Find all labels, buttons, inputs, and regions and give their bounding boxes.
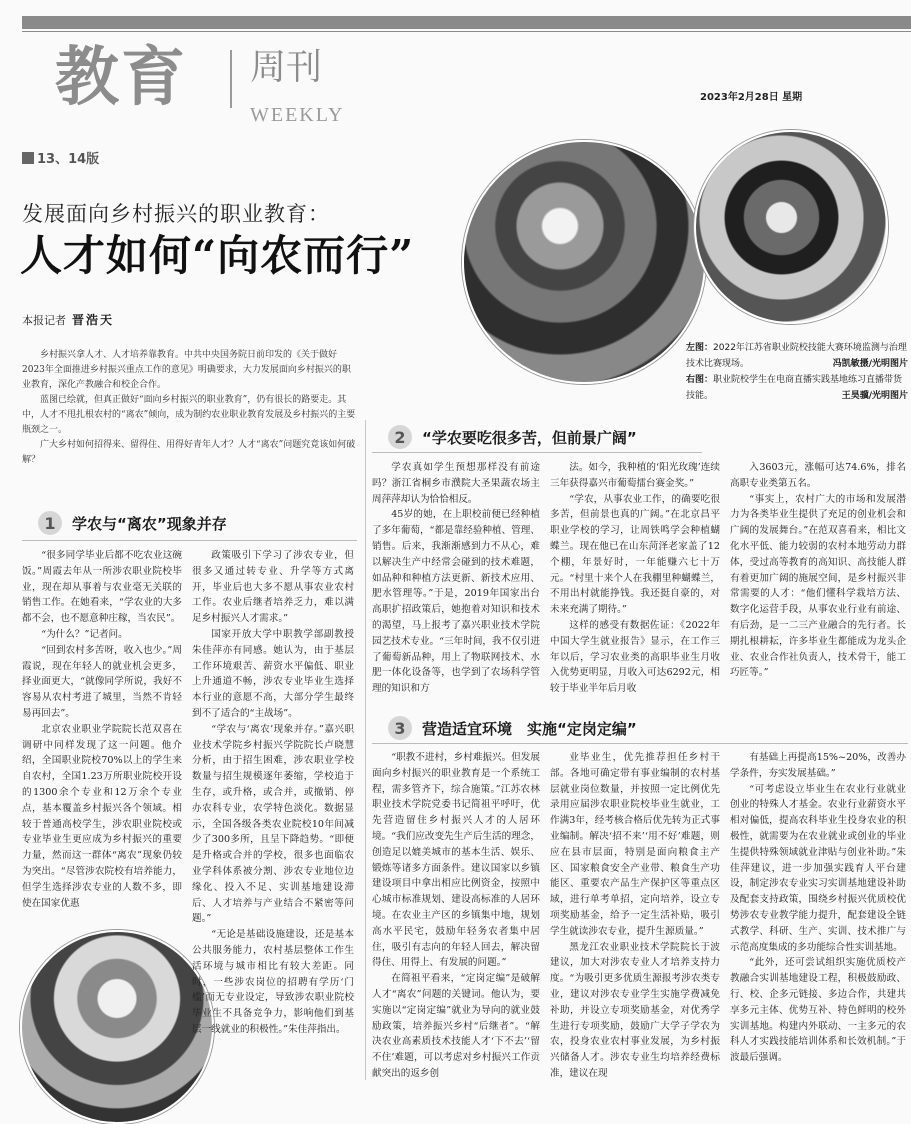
section-2-column-2 (550, 460, 720, 695)
section-number: 3 (388, 716, 412, 740)
section-3-column-1 (372, 750, 540, 1080)
lead-paragraph: 广大乡村如何招得来、留得住、用得好青年人才？人才“离农”问题究竟该如何破解？ (22, 440, 356, 465)
section-1-column-2 (192, 548, 354, 1078)
section-2-column-1 (372, 460, 540, 695)
photo-environment-competition (462, 140, 706, 384)
paragraph: 在简祖平看来，“定岗定编”是破解人才“离农”问题的关键词。他认为，要实施以“定岗定编”就业为导向的就业鼓励政策，培养振兴乡村“后继者”。“解决农业高素质技术技能人才‘下不去’‘留不住’难题，可以考虑对乡村振兴工作贡献突出的返乡创 (372, 973, 540, 1079)
section-number: 2 (388, 425, 412, 449)
section-number: 1 (38, 511, 62, 535)
paragraph: 国家开放大学中职教学部副教授朱佳萍亦有同感。她认为，由于基层工作环境艰苦、薪资水平偏低、职业上升通道不畅，涉农专业毕业生选择本行业的意愿不高，大部分学生最终到不了适合的“主战场”。 (192, 628, 354, 719)
section-3-rule (372, 743, 908, 744)
lead-paragraph: 乡村振兴拿人才、人才培养靠教育。中共中央国务院日前印发的《关于做好2023年全面推进乡村振兴重点工作的意见》明确要求，大力发展面向乡村振兴的职业教育，深化产教融合和校企合作。 (22, 350, 351, 390)
paragraph: “学农，从事农业工作，的确要吃很多苦，但前景也真的广阔。”在北京昌平职业学校的学习，让周铁鸣学会种植蝴蝶兰。现在他已在山东菏泽老家盖了12个棚，年景好时，一年能赚六七十万元。“村里十来个人在我棚里种蝴蝶兰，不用出村就能挣钱。我还挺自豪的，对未来充满了期待。” (550, 493, 720, 616)
section-title: 学农与“离农”现象并存 (72, 514, 227, 533)
paragraph: “学农与‘离农’现象并存。”嘉兴职业技术学院乡村振兴学院院长卢晓慧分析，由于招生困难，涉农职业学校数量与招生规模逐年萎缩，学校追于生存，或升格，或合并，或撤销、停办农科专业，农学特色淡化。数据显示，全国各级各类农业院校10年间减少了300多所，且呈下降趋势。“即便是升格或合并的学校，很多也面临农业学科体系被分割、涉农专业地位边缘化、投入不足、实训基地建设滞后、人才培养与产业结合不紧密等问题。” (192, 723, 354, 925)
byline-label: 本报记者 (22, 314, 66, 327)
section-1-heading (38, 511, 227, 535)
section-3-column-2 (550, 750, 720, 1080)
masthead-weekly: WEEKLY (250, 104, 345, 126)
section-1-rule (22, 540, 357, 541)
caption-left-credit: 冯凯敏摄/光明图片 (832, 359, 908, 369)
paragraph: 业毕业生，优先推荐担任乡村干部。各地可确定带有事业编制的农村基层就业岗位数量，并按照一定比例优先录用应届涉农职业院校毕业生就业，工作满3年，经考核合格后优先转为正式事业编制。解决‘招不来’‘用不好’难题，则应在县市层面，特别是面向粮食主产区、国家粮食安全产业带、粮食生产功能区、重要农产品生产保护区等重点区域，进行单考单招，定向培养，设立专项奖励基金，给予一定生活补贴，吸引学生就读涉农专业，提升生源质量。” (550, 752, 720, 937)
paragraph: “可考虑设立毕业生在农业行业就业创业的特殊人才基金。农业行业薪资水平相对偏低，提高农科毕业生投身农业的积极性，就需要为在农业就业或创业的毕业生提供特殊领域就业津贴与创业补助。”朱佳萍建议，进一步加强实践育人平台建设，制定涉农专业实习实训基地建设补助及配套支持政策，围绕乡村振兴优质校优势涉农专业教学能力提升，配套建设全链式教学、科研、生产、实训、技术推广与示范高度集成的多功能综合性实训基地。 (730, 783, 906, 953)
section-2-heading (388, 425, 637, 449)
paragraph: “回到农村多苦呀，收入也少。”周霞说，现在年轻人的就业机会更多，择业面更大，“就像同学所说，我好不容易从农村考进了城里，当然不肯轻易再回去”。 (22, 644, 182, 719)
paragraph: 学农真如学生预想那样没有前途吗？浙江省桐乡市濮院大圣果蔬农场主周萍萍却认为恰恰相反。 (372, 462, 540, 505)
photo-live-streaming (694, 130, 888, 324)
caption-right: 右图：职业院校学生在电商直播实践基地练习直播带货技能。 王昊骥/光明图片 (686, 372, 908, 404)
section-1-column-1 (22, 548, 182, 930)
paragraph: “无论是基础设施建设，还是基本公共服务能力，农村基层整体工作生活环境与城市相比有较大差距。同时，一些涉农岗位的招聘有学历‘门槛’而无专业设定，导致涉农职业院校毕业生不具备竞争力，影响他们到基层一线就业的积极性。”朱佳萍指出。 (192, 929, 354, 1035)
edition-label: 13、14版 (22, 148, 99, 167)
lead-paragraph: 蓝图已绘就，但真正做好“面向乡村振兴的职业教育”，仍有很长的路要走。其中，人才不甩扎根农村的“离农”倾向，成为制约农业职业教育发展及乡村振兴的主要瓶颈之一。 (22, 395, 356, 435)
caption-left: 左图：2022年江苏省职业院校技能大赛环境监测与治理技术比赛现场。 冯凯敏摄/光明图片 (686, 340, 908, 372)
paragraph: “此外，还可尝试组织实施优质校产教融合实训基地建设工程，积极鼓励政、行、校、企多元链接、多边合作，共建共享多元主体、优势互补、特色鲜明的校外实训基地。构建内外联动、一主多元的农科人才实践技能培训体系和长效机制。”于波最后强调。 (730, 957, 906, 1064)
photo-lab-student (20, 930, 214, 1124)
paragraph: “为什么？”记者问。 (41, 628, 128, 640)
paragraph: 黑龙江农业职业技术学院院长于波建议，加大对涉农专业人才培养支持力度。“为吸引更多优质生源报考涉农类专业，建议对涉农专业学生实施学费减免补助，并设立专项奖励基金，对优秀学生进行专项奖励，鼓励广大学子学农为农，投身农业农村事业发展，为乡村振兴储备人才。涉农专业生均培养经费标准，建议在现 (550, 941, 720, 1079)
masthead-subtitle: 周刊 (250, 47, 323, 88)
section-2-rule (372, 452, 702, 453)
section-title: “学农要吃很多苦，但前景广阔” (422, 428, 637, 447)
article-headline: 人才如何“向农而行” (20, 231, 415, 280)
paragraph: 入3603元，涨幅可达74.6%，排名高职专业类第五名。 (730, 462, 906, 489)
paragraph: “事实上，农村广大的市场和发展潜力为各类毕业生提供了充足的创业机会和广阔的发展舞台。”在范双喜看来，相比文化水平低、能力较弱的农村本地劳动力群体，受过高等教育的高知识、高技能人群有着更加广阔的施展空间，是乡村振兴非常需要的人才：“他们懂科学栽培方法、数字化运营手段，从事农业行业有前途、有后劲，是一二三产业融合的先行者。长期扎根耕耘，许多毕业生都能成为龙头企业、农业合作社负责人，技术骨干，能工巧匠等。” (730, 493, 906, 679)
section-3-heading (388, 716, 637, 740)
masthead-title: 教育 (55, 40, 187, 115)
section-3-column-3 (730, 750, 906, 1080)
top-bar (22, 16, 911, 29)
paragraph: “很多同学毕业后都不吃农业这碗饭。”周霞去年从一所涉农职业院校毕业，现在却从事着与农业毫无关联的销售工作。在她看来，“学农业的大多都不会，也不愿意种庄稼，当农民”。 (22, 550, 182, 625)
paragraph: 这样的感受有数据佐证：《2022年中国大学生就业报告》显示，在工作三年以后，学习农业类的高职毕业生月收入优势更明显，月收入可达6292元，相较于毕业半年后月收 (550, 619, 720, 695)
byline-name: 晋浩天 (72, 313, 115, 327)
article-lead (22, 348, 357, 468)
issue-date: 2023年2月28日 星期 (700, 92, 803, 103)
paragraph: 政策吸引下学习了涉农专业，但很多又通过转专业、升学等方式离开，毕业后也大多不愿从事农业农村工作。农业后继者培养乏力，难以满足乡村振兴人才需求。” (192, 550, 354, 625)
paragraph: 法。如今，我种植的‘阳光玫瑰’连续三年获得嘉兴市葡萄擂台赛金奖。” (550, 462, 720, 489)
article-kicker: 发展面向乡村振兴的职业教育： (22, 202, 330, 226)
paragraph: “职教不进村，乡村难振兴。但发展面向乡村振兴的职业教育是一个系统工程，需多管齐下，综合施策。”江苏农林职业技术学院党委书记简祖平呼吁，优先营造留住乡村振兴人才的人居环境。“我们应改变先生产后生活的理念，创造足以媲美城市的基本生活、娱乐、锻炼等诸多方面条件。建议国家以乡镇建设项目中拿出相应比例资金，按照中心城市标准规划、建设高标准的人居环境。在农业主产区的乡镇集中地，规划高水平民宅，鼓励年轻务农者集中居住，吸引有志向的年轻人回去，解决留得住、用得上、有发展的问题。” (372, 752, 540, 969)
masthead-separator (230, 50, 232, 108)
column-divider (365, 420, 366, 1080)
section-title: 营造适宜环境 实施“定岗定编” (422, 719, 637, 738)
paragraph: 45岁的她，在上职校前便已经种植了多年葡萄，“都是靠经验种植、管理、销售。后来，我渐渐感到力不从心，难以解决生产中经常会碰到的技术难题，如品种和种植方法更新、新技术应用、肥水管理等。”于是，2019年国家出台高职扩招政策后，她抱着对知识和技术的渴望，马上报考了嘉兴职业技术学院园艺技术专业。“三年时间，我不仅引进了葡萄新品种，用上了物联网技术、水肥一体化设备等，也学到了农场科学管理的知识和方 (372, 509, 540, 695)
byline (22, 311, 114, 328)
top-rule (22, 31, 911, 32)
caption-right-credit: 王昊骥/光明图片 (841, 391, 908, 401)
photo-captions (686, 340, 908, 404)
paragraph: 有基础上再提高15%~20%，改善办学条件，夯实发展基础。” (730, 752, 906, 779)
section-2-column-3 (730, 460, 906, 679)
paragraph: 北京农业职业学院院长范双喜在调研中同样发现了这一问题。他介绍，全国职业院校70%以上的学生来自农村，全国1.23万所职业院校开设的1300余个专业和12万余个专业点，基本覆盖乡村振兴各个领域。相较于普通高校学生，涉农职业院校或专业毕业生更应成为乡村振兴的重要力量，然而这一群体“离农”现象仍较为突出。“尽管涉农院校有培养能力，但学生选择涉农专业的人数不多，即使在国家优惠 (22, 723, 182, 909)
